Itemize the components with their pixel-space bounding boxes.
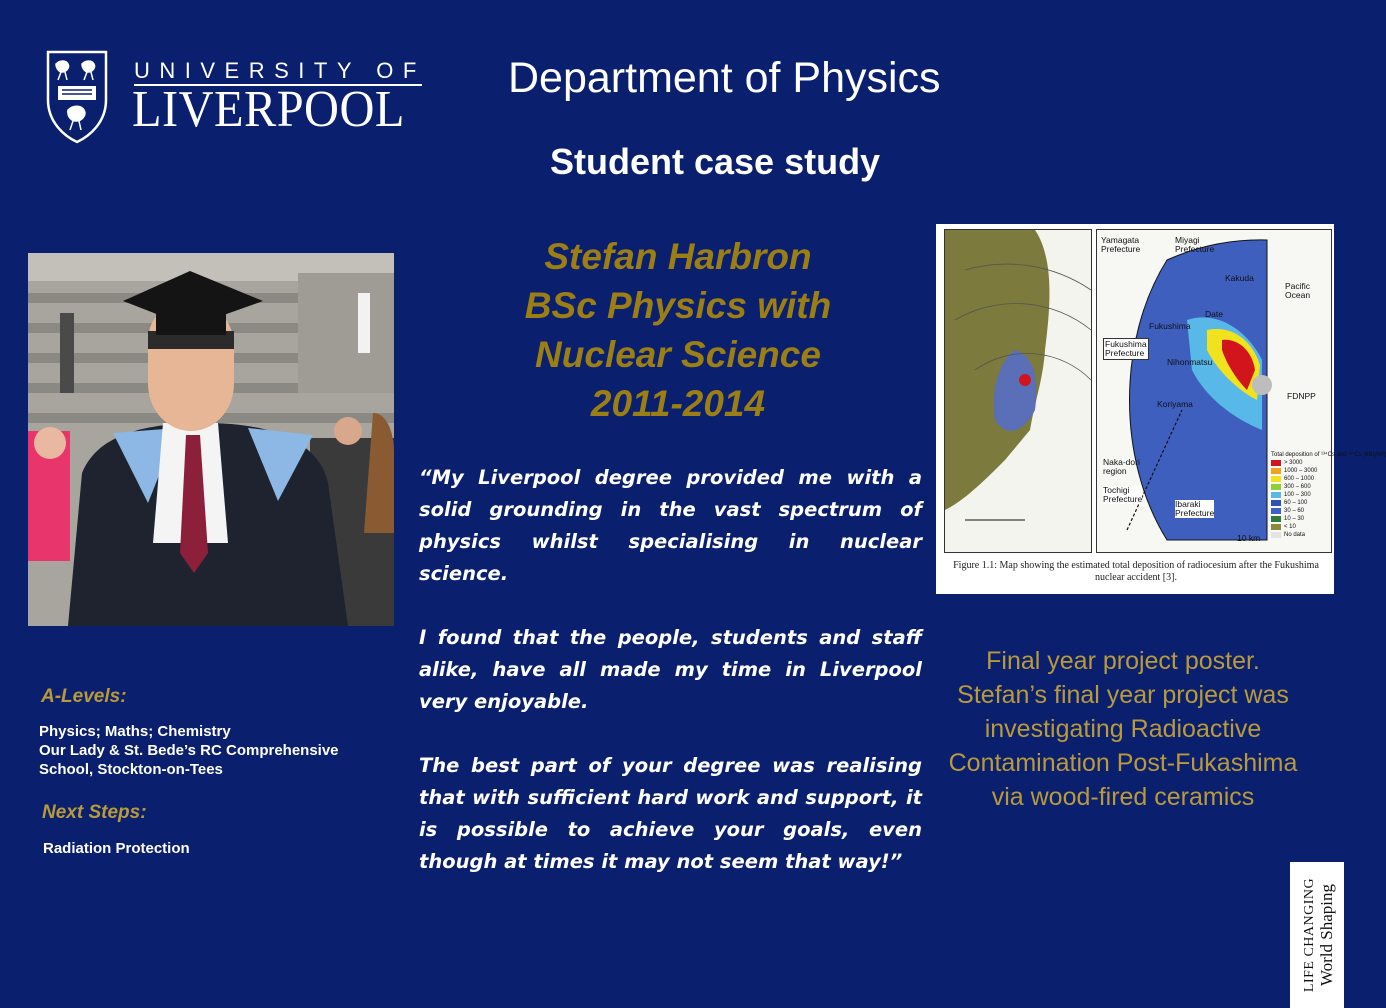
legend-item: [1271, 523, 1329, 531]
student-quote: [419, 462, 922, 878]
legend-label: > 3000: [1284, 460, 1303, 466]
alevels-heading: A-Levels:: [41, 686, 127, 707]
figure-caption: Figure 1.1: Map showing the estimated total deposition of radiocesium after the Fukushima nuclear accident [3].: [953, 560, 1319, 583]
legend-list: [1271, 459, 1329, 539]
japan-overview-map: [944, 229, 1092, 553]
legend-swatch: [1271, 492, 1281, 498]
label-koriyama: Koriyama: [1157, 399, 1193, 409]
school-line-2: School, Stockton-on-Tees: [39, 761, 223, 778]
quote-paragraph: I found that the people, students and staff alike, have all made my time in Liverpool very enjoyable.: [419, 626, 922, 713]
logo-wordmark: LIVERPOOL: [132, 81, 405, 138]
department-title: Department of Physics: [508, 54, 941, 102]
label-fukushima-prefecture: Fukushima Prefecture: [1105, 339, 1147, 358]
student-info: [438, 232, 918, 428]
label-miyagi: Miyagi Prefecture: [1175, 235, 1215, 254]
legend-swatch: [1271, 468, 1281, 474]
legend-label: No data: [1284, 532, 1306, 538]
legend-item: [1271, 531, 1329, 539]
legend-swatch: [1271, 508, 1281, 514]
legend-swatch: [1271, 460, 1281, 466]
legend-label: < 10: [1284, 524, 1296, 530]
label-date: Date: [1205, 309, 1223, 319]
legend-swatch: [1271, 500, 1281, 506]
tagline-line-2: World Shaping: [1317, 883, 1336, 987]
legend-item: [1271, 483, 1329, 491]
degree-line-2: Nuclear Science: [535, 334, 821, 375]
label-scale: 10 km: [1237, 533, 1261, 543]
tagline-text: [1301, 878, 1335, 992]
legend-item: [1271, 475, 1329, 483]
alevels-subjects: Physics; Maths; Chemistry: [39, 723, 231, 740]
legend-label: 10 – 30: [1284, 516, 1305, 522]
study-years: 2011-2014: [590, 383, 766, 424]
project-description: Final year project poster. Stefan’s final year project was investigating Radioactive Contamination Post-Fukashima via wood-fired ceramics: [948, 647, 1298, 811]
contamination-map-figure: [936, 224, 1386, 594]
next-steps-value: Radiation Protection: [43, 840, 190, 857]
legend-swatch: [1271, 476, 1281, 482]
degree-line-1: BSc Physics with: [524, 285, 832, 326]
label-fdnpp: FDNPP: [1287, 391, 1316, 401]
legend-label: 1000 – 3000: [1284, 468, 1318, 474]
label-pacific: Pacific Ocean: [1285, 281, 1311, 300]
label-ibaraki: Ibaraki Prefecture: [1175, 499, 1215, 518]
deposition-legend: [1271, 452, 1386, 539]
tagline-line-1: LIFE CHANGING: [1302, 877, 1317, 993]
quote-paragraph: The best part of your degree was realising that with sufficient hard work and support, it is possible to achieve your goals, even though at times it may not seem that way!”: [419, 754, 922, 873]
label-fukushima: Fukushima: [1149, 321, 1191, 331]
student-graduation-photo: [28, 253, 394, 626]
label-naka-dori: Naka-dori region: [1103, 457, 1140, 476]
legend-swatch: [1271, 516, 1281, 522]
tagline-badge: [1290, 862, 1344, 1008]
legend-label: 300 – 600: [1284, 484, 1311, 490]
school-line-1: Our Lady & St. Bede’s RC Comprehensive: [39, 742, 339, 759]
legend-item: [1271, 467, 1329, 475]
legend-swatch: [1271, 484, 1281, 490]
legend-label: 600 – 1000: [1284, 476, 1315, 482]
legend-item: [1271, 459, 1329, 467]
student-name: Stefan Harbron: [544, 236, 812, 277]
legend-label: 60 – 100: [1284, 500, 1308, 506]
legend-item: [1271, 507, 1329, 515]
page-subtitle: Student case study: [550, 141, 881, 182]
quote-paragraph: “My Liverpool degree provided me with a solid grounding in the vast spectrum of physics whilst specialising in nuclear science.: [419, 466, 922, 585]
legend-item: [1271, 499, 1329, 507]
legend-item: [1271, 491, 1329, 499]
label-tochigi: Tochigi Prefecture: [1103, 485, 1143, 504]
japan-map-graphic: [945, 230, 1091, 552]
legend-swatch: [1271, 532, 1281, 538]
legend-label: 30 – 60: [1284, 508, 1305, 514]
next-steps-heading: Next Steps:: [42, 802, 147, 823]
legend-swatch: [1271, 524, 1281, 530]
legend-title: Total deposition of ¹³⁴Cs and ¹³⁷Cs (kBq/m²): [1271, 452, 1386, 458]
fukushima-detail-map: [1096, 229, 1386, 553]
label-nihonmatsu: Nihonmatsu: [1167, 357, 1213, 367]
logo-top-line: UNIVERSITY OF: [134, 58, 426, 83]
legend-item: [1271, 515, 1329, 523]
label-yamagata: Yamagata Prefecture: [1101, 235, 1141, 254]
label-kakuda: Kakuda: [1225, 273, 1254, 283]
alevels-details: [39, 722, 339, 779]
university-crest-icon: [46, 50, 108, 144]
legend-label: 100 – 300: [1284, 492, 1311, 498]
